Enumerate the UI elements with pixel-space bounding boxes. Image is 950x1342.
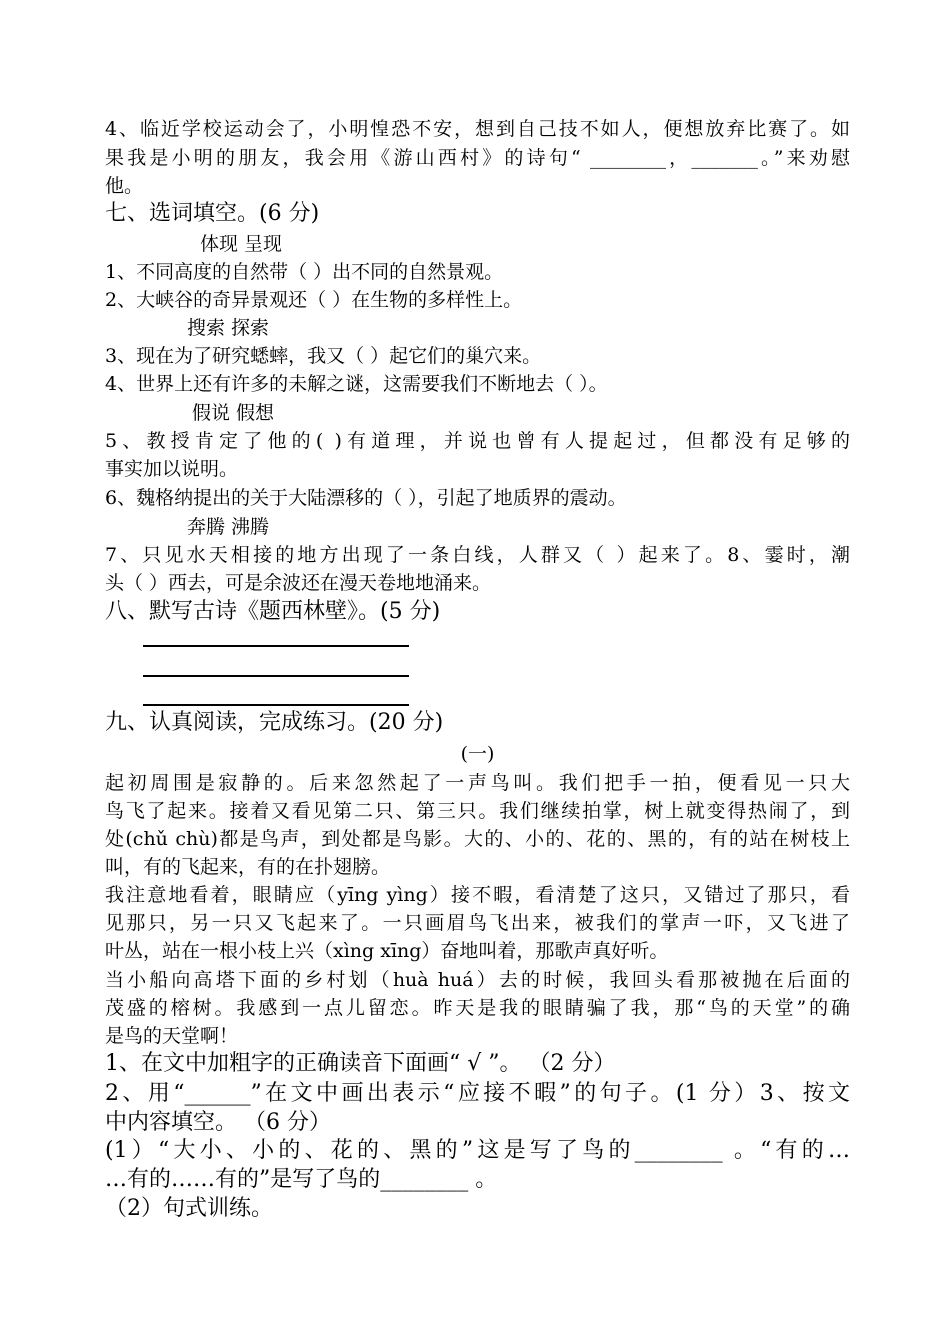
sec7-q2: 2、大峡谷的奇异景观还（ ）在生物的多样性上。: [105, 289, 523, 311]
q4-line-1: 4、临近学校运动会了，小明惶恐不安，想到自己技不如人，便想放弃比赛了。如: [105, 118, 850, 140]
poem-answer-line-1: [143, 645, 409, 647]
sec7-q5-line-1: 5、教授肯定了他的( )有道理，并说也曾有人提起过，但都没有足够的: [105, 430, 850, 452]
passage-line: 见那只，另一只又飞起来了。一只画眉鸟飞出来，被我们的掌声一吓，又飞进了: [105, 912, 850, 934]
poem-answer-line-3: [143, 704, 409, 706]
sec9-q3-2: （2）句式训练。: [105, 1196, 273, 1221]
sec9-q2-line-2: 中内容填空。 （6 分）: [105, 1110, 331, 1135]
passage-line: 处(chǔ chù)都是鸟声，到处都是鸟影。大的、小的、花的、黑的，有的站在树枝上: [105, 828, 850, 850]
passage-line: 起初周围是寂静的。后来忽然起了一声鸟叫。我们把手一拍，便看见一只大: [105, 772, 850, 794]
sec9-q3-1-line-2: …有的……有的”是写了鸟的________ 。: [105, 1167, 498, 1192]
passage-line: 当小船向高塔下面的乡村划（huà huá）去的时候，我回头看那被抛在后面的: [105, 969, 850, 991]
sec7-q6: 6、魏格纳提出的关于大陆漂移的（ ），引起了地质界的震动。: [105, 487, 627, 509]
passage-line: 鸟飞了起来。接着又看见第二只、第三只。我们继续拍掌，树上就变得热闹了，到: [105, 800, 850, 822]
sec9-q3-1-line-1: (1）“大小、小的、花的、黑的”这是写了鸟的________ 。“有的…: [105, 1138, 850, 1163]
sec7-q3: 3、现在为了研究蟋蟀，我又（ ）起它们的巢穴来。: [105, 345, 542, 367]
passage-line: 叶丛，站在一根小枝上兴（xìng xīng）奋地叫着，那歌声真好听。: [105, 940, 669, 962]
sec7-q5-line-2: 事实加以说明。: [105, 458, 239, 480]
word-choice-group-4: 奔腾 沸腾: [187, 516, 270, 538]
sec9-q2-line-1: 2、用“______”在文中画出表示“应接不暇”的句子。(1 分）3、按文: [105, 1081, 850, 1106]
poem-answer-line-2: [143, 675, 409, 677]
sec7-q7-line-2: 头（ ）西去，可是余波还在漫天卷地地涌来。: [105, 572, 492, 594]
sec7-q7-line-1: 7、只见水天相接的地方出现了一条白线，人群又（ ）起来了。8、霎时，潮: [105, 544, 850, 566]
sec9-q1: 1、在文中加粗字的正确读音下面画“ √ ”。 （2 分）: [105, 1051, 616, 1076]
q4-line-3: 他。: [105, 175, 144, 197]
reading-part-label: (一): [460, 743, 495, 765]
word-choice-group-1: 体现 呈现: [200, 233, 283, 255]
passage-line: 我注意地看着，眼睛应（yīng yìng）接不暇，看清楚了这只，又错过了那只，看: [105, 884, 850, 906]
sec7-q1: 1、不同高度的自然带（ ）出不同的自然景观。: [105, 261, 504, 283]
passage-line: 是鸟的天堂啊！: [105, 1025, 239, 1047]
word-choice-group-2: 搜索 探索: [187, 317, 270, 339]
section-9-title: 九、认真阅读，完成练习。(20 分): [105, 710, 444, 735]
q4-line-2: 果我是小明的朋友，我会用《游山西村》的诗句“ ________，_______。”来劝慰: [105, 147, 850, 169]
sec7-q4: 4、世界上还有许多的未解之谜，这需要我们不断地去（ ）。: [105, 373, 608, 395]
section-8-title: 八、默写古诗《题西林壁》。(5 分): [105, 599, 441, 624]
passage-line: 茂盛的榕树。我感到一点儿留恋。昨天是我的眼睛骗了我，那“鸟的天堂”的确: [105, 997, 850, 1019]
section-7-title: 七、选词填空。(6 分): [105, 201, 320, 226]
passage-line: 叫，有的飞起来，有的在扑翅膀。: [105, 856, 391, 878]
word-choice-group-3: 假说 假想: [192, 402, 275, 424]
